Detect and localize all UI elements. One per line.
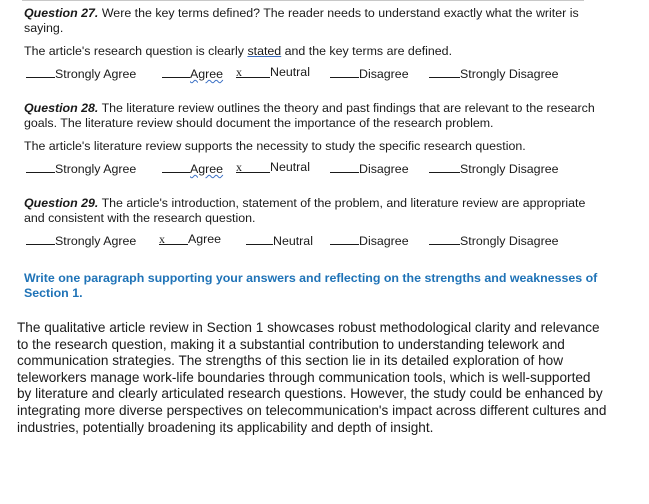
question-text	[24, 6, 604, 36]
option-strongly-agree[interactable]: Strongly Agree	[26, 160, 136, 177]
question-29	[24, 196, 604, 249]
option-disagree[interactable]: Disagree	[330, 65, 409, 82]
question-number: Question 29.	[24, 196, 99, 210]
option-neutral[interactable]: x Neutral	[236, 65, 310, 79]
option-strongly-disagree[interactable]: Strongly Disagree	[429, 160, 558, 177]
likert-scale	[24, 160, 604, 177]
likert-scale	[24, 232, 604, 249]
statement-text: The article's research question is clearly	[24, 44, 248, 58]
statement-text-end: and the key terms are defined.	[281, 44, 453, 58]
option-strongly-disagree[interactable]: Strongly Disagree	[429, 232, 558, 249]
question-28	[24, 101, 604, 177]
selection-mark: x	[159, 232, 165, 246]
option-neutral[interactable]: Neutral	[246, 232, 313, 249]
question-27	[24, 6, 604, 82]
option-agree[interactable]: Agree	[162, 65, 223, 82]
question-number: Question 28.	[24, 101, 99, 115]
option-strongly-agree[interactable]: Strongly Agree	[26, 232, 136, 249]
question-description: The literature review outlines the theory and past findings that are relevant to the research goals. The literature review should document the importance of the research problem.	[24, 101, 595, 130]
option-strongly-agree[interactable]: Strongly Agree	[26, 65, 136, 82]
selection-mark: x	[236, 160, 242, 174]
reflection-prompt: Write one paragraph supporting your answers and reflecting on the strengths and weaknesses of Section 1.	[24, 271, 598, 300]
likert-scale	[24, 65, 604, 82]
document-body	[24, 6, 604, 301]
statement-underlined-word: stated	[247, 44, 282, 58]
option-disagree[interactable]: Disagree	[330, 160, 409, 177]
question-description: Were the key terms defined? The reader needs to understand exactly what the writer is saying.	[24, 6, 579, 35]
question-text	[24, 196, 604, 226]
answer-paragraph: The qualitative article review in Section 1 showcases robust methodological clarity and relevance to the research question, making it a substantial contribution to understanding telework and communication strategies. The strengths of this section lie in its detailed exploration of how teleworkers manage work-life boundaries through communication tools, which is well-supported by literature and clearly articulated research questions. However, the study could be enhanced by integrating more diverse perspectives on telecommunication's impact across different cultures and industries, potentially broadening its applicability and depth of insight.	[17, 320, 607, 435]
question-text	[24, 101, 604, 131]
question-statement	[24, 44, 604, 59]
selection-mark: x	[236, 65, 242, 79]
option-disagree[interactable]: Disagree	[330, 232, 409, 249]
option-agree[interactable]: x Agree	[159, 232, 222, 246]
option-neutral[interactable]: x Neutral	[236, 160, 310, 174]
option-agree[interactable]: Agree	[162, 160, 223, 177]
question-number: Question 27.	[24, 6, 99, 20]
question-statement: The article's literature review supports the necessity to study the specific research question.	[24, 139, 526, 153]
top-divider	[22, 0, 584, 1]
option-strongly-disagree[interactable]: Strongly Disagree	[429, 65, 558, 82]
question-description: The article's introduction, statement of the problem, and literature review are appropriate and consistent with the research question.	[24, 196, 586, 225]
